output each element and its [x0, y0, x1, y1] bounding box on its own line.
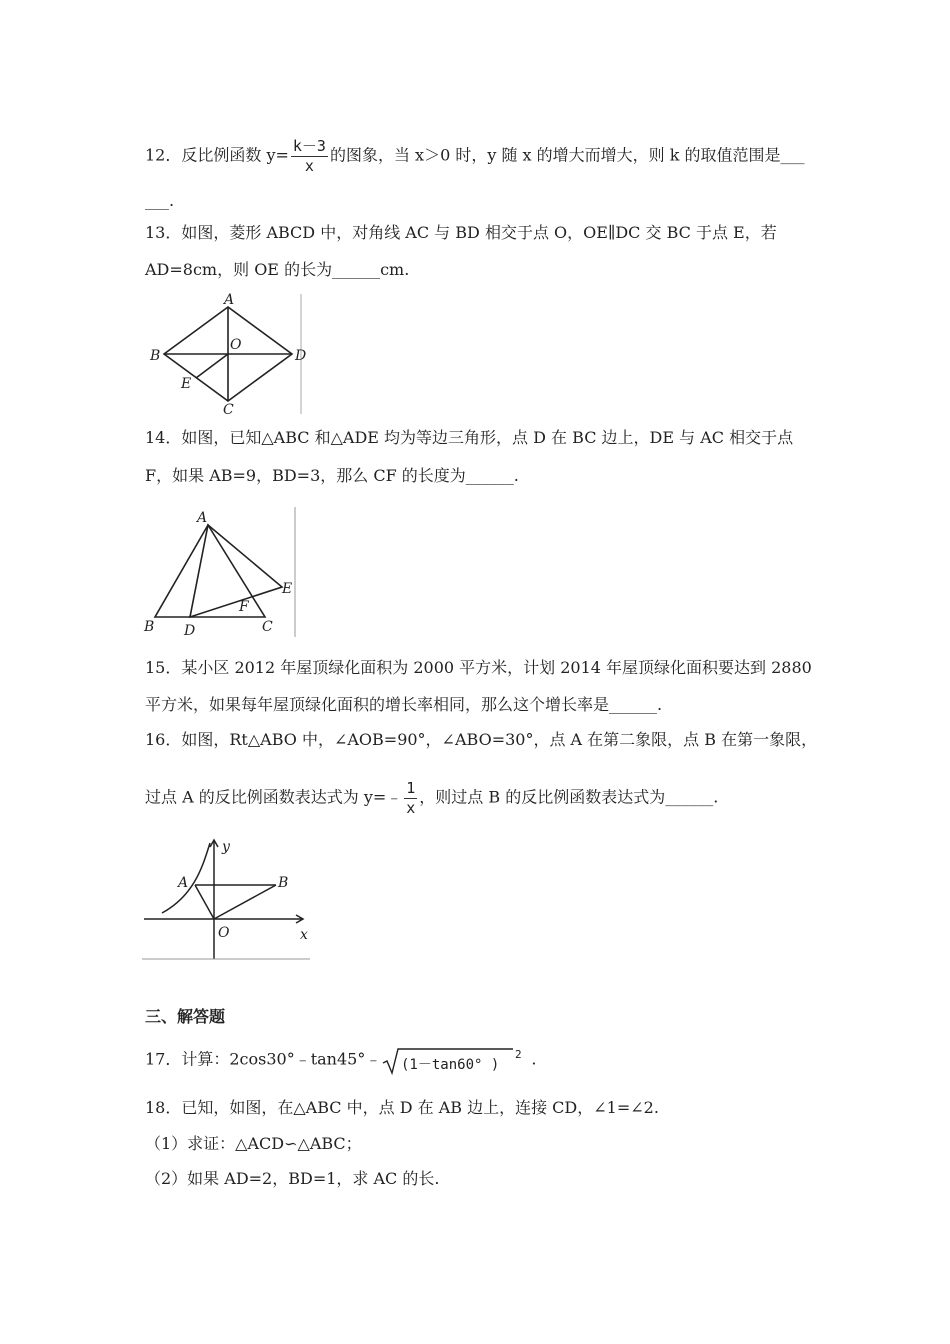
label-b: B [278, 875, 289, 891]
q17-radicand: (1－tan60° ) [401, 1057, 500, 1073]
q16-suffix: ，则过点 B 的反比例函数表达式为______. [419, 787, 719, 807]
q18-line3: （2）如果 AD=2，BD=1，求 AC 的长. [145, 1169, 440, 1188]
q17-prefix: 17．计算：2cos30°﹣tan45°﹣ [145, 1049, 382, 1069]
q12-frac-num: k－3 [292, 137, 326, 155]
question-17 [145, 1047, 536, 1073]
label-b: B [144, 619, 155, 635]
label-d: D [295, 348, 307, 364]
q17-sqrt [381, 1047, 531, 1073]
label-e: E [282, 581, 293, 597]
question-12 [145, 137, 805, 175]
segment-oe [196, 354, 228, 378]
segment-ao [195, 885, 214, 919]
label-e: E [181, 376, 192, 392]
q16-frac-num: 1 [406, 779, 416, 797]
section-title: 三、解答题 [145, 1007, 226, 1026]
label-a: A [178, 875, 189, 891]
q16-coordinate-figure [140, 835, 315, 963]
q12-fraction [291, 137, 328, 175]
q15-line1: 15．某小区 2012 年屋顶绿化面积为 2000 平方米，计划 2014 年屋顶绿化面积要达到 2880 [145, 658, 812, 677]
label-x: x [300, 927, 308, 943]
q17-exponent: 2 [515, 1048, 522, 1061]
label-c: C [262, 619, 273, 635]
q18-line2: （1）求证：△ACD∽△ABC； [145, 1134, 362, 1153]
label-b: B [150, 348, 161, 364]
q15-line2: 平方米，如果每年屋顶绿化面积的增长率相同，那么这个增长率是______. [145, 695, 663, 714]
label-f: F [239, 599, 249, 615]
q12-continuation: ___. [145, 191, 175, 210]
q16-line2 [145, 779, 718, 817]
sqrt-sign [381, 1047, 531, 1075]
q13-rhombus-figure [140, 290, 315, 418]
q17-suffix: . [531, 1049, 537, 1069]
label-o: O [230, 337, 242, 353]
q14-line1: 14．如图，已知△ABC 和△ADE 均为等边三角形，点 D 在 BC 边上，DE 与 AC 相交于点 [145, 428, 794, 447]
label-y: y [222, 839, 230, 855]
q16-fraction [404, 779, 417, 817]
q12-suffix: 的图象，当 x＞0 时，y 随 x 的增大而增大，则 k 的取值范围是___ [329, 145, 805, 165]
q14-line2: F，如果 AB=9，BD=3，那么 CF 的长度为______. [145, 466, 519, 485]
q12-frac-den: x [304, 157, 314, 175]
label-a: A [197, 510, 208, 526]
label-c: C [223, 402, 234, 418]
label-o: O [218, 925, 230, 941]
q12-prefix: 12．反比例函数 y= [145, 145, 289, 165]
segment-ob [214, 885, 276, 919]
q18-line1: 18．已知，如图，在△ABC 中，点 D 在 AB 边上，连接 CD，∠1=∠2. [145, 1098, 659, 1117]
q16-line1: 16．如图，Rt△ABO 中，∠AOB=90°，∠ABO=30°，点 A 在第二象限，点 B 在第一象限， [145, 730, 818, 749]
q13-line1: 13．如图，菱形 ABCD 中，对角线 AC 与 BD 相交于点 O，OE∥DC 交 BC 于点 E，若 [145, 223, 777, 242]
q13-line2: AD=8cm，则 OE 的长为______cm. [145, 260, 410, 279]
label-a: A [224, 292, 235, 308]
q16-frac-den: x [406, 799, 416, 817]
q16-prefix: 过点 A 的反比例函数表达式为 y=﹣ [145, 787, 403, 807]
q14-triangles-figure [140, 505, 305, 640]
label-d: D [184, 623, 196, 639]
